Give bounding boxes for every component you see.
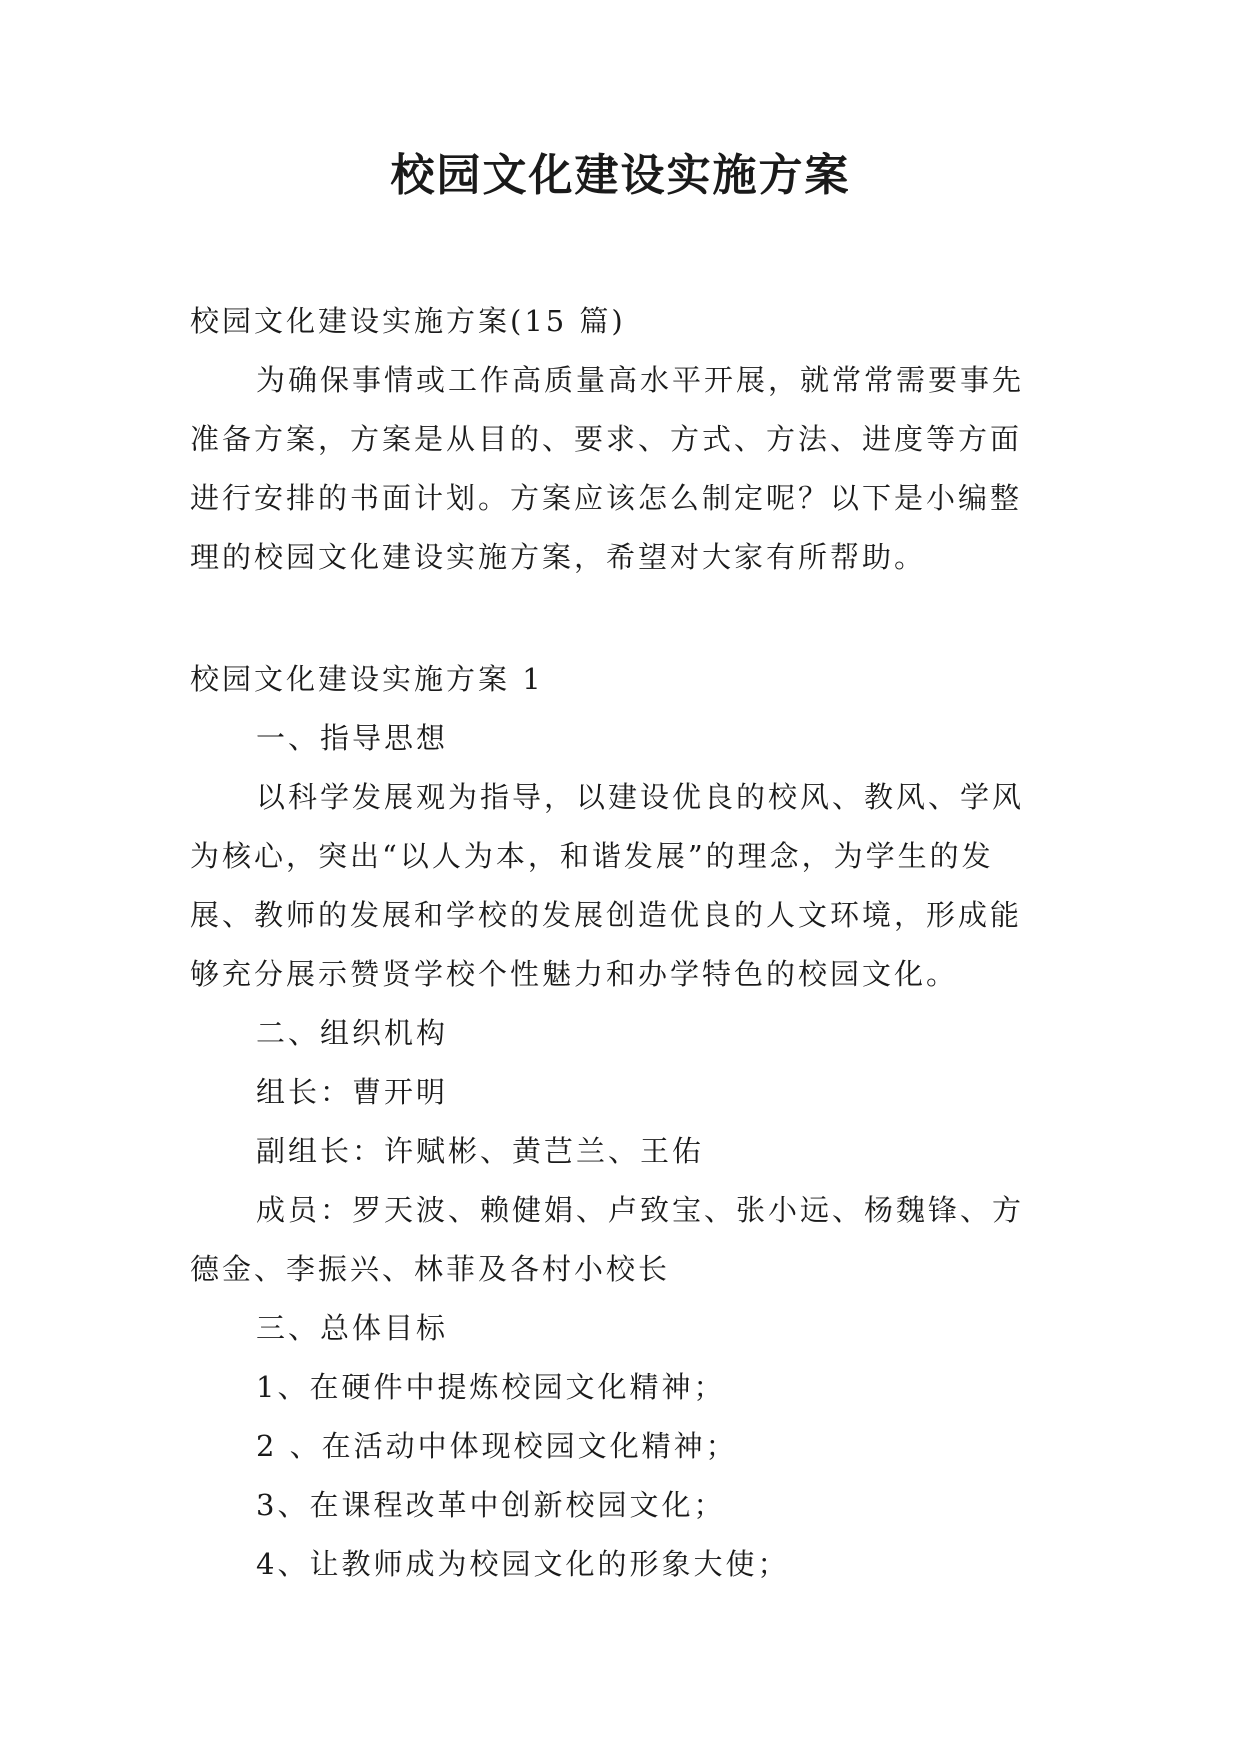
goal-item: 2 、在活动中体现校园文化精神； [256, 1429, 738, 1463]
org-members-line: 德金、李振兴、林菲及各村小校长 [190, 1252, 671, 1286]
org-heading: 二、组织机构 [256, 1016, 449, 1050]
guiding-line: 以科学发展观为指导，以建设优良的校风、教风、学风 [256, 780, 1025, 814]
document-body [190, 292, 1050, 1594]
guiding-line: 为核心，突出“以人为本，和谐发展”的理念，为学生的发 [190, 839, 994, 873]
intro-line: 进行安排的书面计划。方案应该怎么制定呢？以下是小编整 [190, 481, 1023, 515]
guiding-line: 展、教师的发展和学校的发展创造优良的人文环境，形成能 [190, 898, 1023, 932]
intro-line: 准备方案，方案是从目的、要求、方式、方法、进度等方面 [190, 422, 1023, 456]
org-members-line: 成员：罗天波、赖健娟、卢致宝、张小远、杨魏锋、方 [256, 1193, 1025, 1227]
intro-line: 理的校园文化建设实施方案，希望对大家有所帮助。 [190, 540, 927, 574]
document-title: 校园文化建设实施方案 [390, 150, 851, 201]
goal-item: 4、让教师成为校园文化的形象大使； [256, 1547, 790, 1581]
guiding-heading: 一、指导思想 [256, 721, 449, 755]
goal-item: 3、在课程改革中创新校园文化； [256, 1488, 726, 1522]
guiding-line: 够充分展示赞贤学校个性魅力和办学特色的校园文化。 [190, 957, 959, 991]
goal-item: 1、在硬件中提炼校园文化精神； [256, 1370, 726, 1404]
section-heading: 校园文化建设实施方案 1 [190, 662, 544, 696]
goals-heading: 三、总体目标 [256, 1311, 449, 1345]
intro-line: 为确保事情或工作高质量高水平开展，就常常需要事先 [256, 363, 1025, 397]
org-deputy: 副组长：许赋彬、黄芑兰、王佑 [256, 1134, 705, 1168]
document-subtitle: 校园文化建设实施方案(15 篇) [190, 304, 626, 338]
org-leader: 组长：曹开明 [256, 1075, 449, 1109]
